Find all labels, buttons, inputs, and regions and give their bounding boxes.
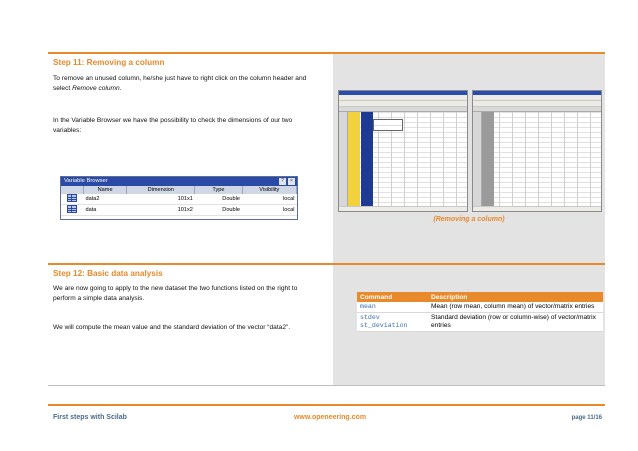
variable-name: data2 — [84, 194, 127, 205]
table-row[interactable] — [61, 205, 297, 216]
footer-website-link[interactable]: www.openeering.com — [293, 414, 367, 421]
icon-column-header — [61, 186, 84, 194]
command-name: mean — [357, 302, 428, 313]
section-divider — [48, 385, 605, 386]
figure-caption: (Removing a column) — [433, 216, 505, 223]
command-description: Mean (row mean, column mean) of vector/matrix entries — [428, 302, 603, 313]
variable-table — [61, 186, 297, 216]
variable-visibility: local — [242, 205, 296, 216]
context-menu — [373, 119, 403, 131]
help-icon[interactable]: ? — [279, 178, 286, 185]
step12-title: Step 12: Basic data analysis — [53, 269, 163, 278]
commands-table — [357, 292, 603, 332]
footer-document-title: First steps with Scilab — [53, 414, 127, 421]
column-header-type[interactable]: Type — [195, 186, 242, 194]
variable-editor-screenshot-after — [472, 90, 602, 212]
column-header-description: Description — [428, 292, 603, 302]
matrix-icon — [67, 205, 77, 213]
table-row — [357, 313, 603, 332]
variable-type: Double — [195, 205, 242, 216]
command-description: Standard deviation (row or column-wise) of vector/matrix entries — [428, 313, 603, 332]
matrix-icon — [67, 194, 77, 202]
column-header-visibility[interactable]: Visibility — [242, 186, 296, 194]
column-header-dimension[interactable]: Dimension — [127, 186, 195, 194]
variable-visibility: local — [242, 194, 296, 205]
variable-name: data — [84, 205, 127, 216]
variable-dimension: 101x1 — [127, 194, 195, 205]
footer-divider — [48, 404, 605, 406]
menu-item-reference: Remove column — [72, 85, 120, 92]
step12-paragraph-1: We are now going to apply to the new dataset the two functions listed on the right to perform a simple data analysis. — [53, 285, 298, 302]
column-header-command: Command — [357, 292, 428, 302]
variable-editor-screenshot-before — [338, 90, 468, 212]
variable-browser-titlebar — [61, 177, 297, 186]
page-number: page 11/16 — [571, 415, 602, 421]
step11-paragraph-2: In the Variable Browser we have the possibility to check the dimensions of our two variables: — [53, 117, 293, 134]
close-icon[interactable]: × — [288, 178, 295, 185]
step12-paragraph-2: We will compute the mean value and the standard deviation of the vector “data2”. — [53, 324, 291, 331]
command-name: stdev st_deviation — [357, 313, 428, 332]
column-header-name[interactable]: Name — [84, 186, 127, 194]
variable-browser-window — [60, 176, 298, 220]
variable-dimension: 101x2 — [127, 205, 195, 216]
variable-browser-title: Variable Browser — [64, 178, 108, 184]
table-row[interactable] — [61, 194, 297, 205]
table-row — [357, 302, 603, 313]
step11-paragraph-1: To remove an unused column, he/she just have to right click on the column header and select Remove column. — [53, 75, 307, 92]
step11-title: Step 11: Removing a column — [53, 58, 165, 67]
variable-type: Double — [195, 194, 242, 205]
